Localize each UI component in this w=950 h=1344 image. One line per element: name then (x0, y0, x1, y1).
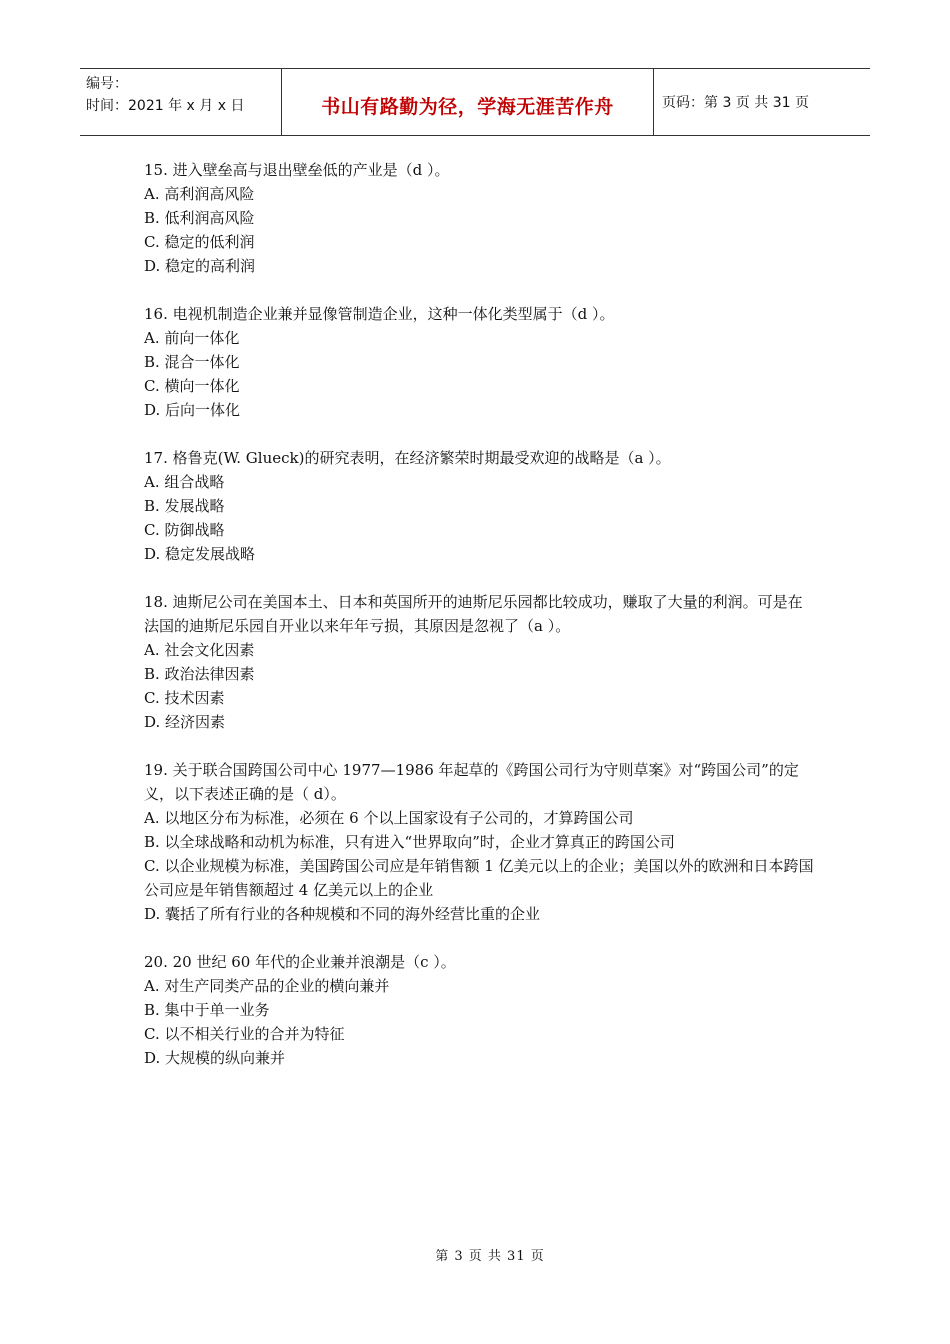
question-list (144, 158, 814, 1094)
question-16 (144, 302, 814, 422)
option-d: D. 稳定发展战略 (144, 545, 256, 563)
option-a: A. 前向一体化 (144, 329, 240, 347)
option-c: C. 技术因素 (144, 689, 225, 707)
question-text: 15. 进入壁垒高与退出壁垒低的产业是（d ）。 (144, 161, 450, 179)
option-b: B. 政治法律因素 (144, 665, 255, 683)
question-text: 17. 格鲁克(W. Glueck)的研究表明，在经济繁荣时期最受欢迎的战略是（a ）。 (144, 449, 671, 467)
question-19 (144, 758, 814, 926)
option-c: C. 以不相关行业的合并为特征 (144, 1025, 345, 1043)
option-b: B. 低利润高风险 (144, 209, 255, 227)
option-c: C. 稳定的低利润 (144, 233, 255, 251)
option-c: C. 以企业规模为标准，美国跨国公司应是年销售额 1 亿美元以上的企业；美国以外的欧洲和日本跨国公司应是年销售额超过 4 亿美元以上的企业 (144, 857, 814, 899)
page-header (80, 68, 870, 136)
question-text: 20. 20 世纪 60 年代的企业兼并浪潮是（c ）。 (144, 953, 456, 971)
option-b: B. 集中于单一业务 (144, 1001, 270, 1019)
question-17 (144, 446, 814, 566)
code-label: 编号： (86, 76, 128, 92)
question-15 (144, 158, 814, 278)
question-text: 19. 关于联合国跨国公司中心 1977—1986 年起草的《跨国公司行为守则草案》对“跨国公司”的定义，以下表述正确的是（ d）。 (144, 761, 799, 803)
option-b: B. 发展战略 (144, 497, 225, 515)
option-c: C. 防御战略 (144, 521, 225, 539)
option-d: D. 大规模的纵向兼并 (144, 1049, 286, 1067)
header-page-label: 页码：第 3 页 共 31 页 (662, 95, 809, 111)
option-a: A. 高利润高风险 (144, 185, 255, 203)
option-a: A. 以地区分布为标准，必须在 6 个以上国家设有子公司的，才算跨国公司 (144, 809, 634, 827)
header-motto: 书山有路勤为径，学海无涯苦作舟 (282, 69, 654, 135)
option-a: A. 社会文化因素 (144, 641, 255, 659)
date-label: 时间：2021 年 x 月 x 日 (86, 98, 245, 114)
page-footer: 第 3 页 共 31 页 (435, 1249, 545, 1264)
option-d: D. 经济因素 (144, 713, 226, 731)
option-c: C. 横向一体化 (144, 377, 240, 395)
option-d: D. 后向一体化 (144, 401, 241, 419)
header-meta-cell (80, 69, 282, 135)
question-18 (144, 590, 814, 734)
option-d: D. 囊括了所有行业的各种规模和不同的海外经营比重的企业 (144, 905, 541, 923)
question-text: 18. 迪斯尼公司在美国本土、日本和英国所开的迪斯尼乐园都比较成功，赚取了大量的利润。可是在法国的迪斯尼乐园自开业以来年年亏损，其原因是忽视了（a ）。 (144, 593, 803, 635)
question-text: 16. 电视机制造企业兼并显像管制造企业，这种一体化类型属于（d ）。 (144, 305, 615, 323)
question-20 (144, 950, 814, 1070)
option-d: D. 稳定的高利润 (144, 257, 256, 275)
option-b: B. 以全球战略和动机为标准，只有进入“世界取向”时，企业才算真正的跨国公司 (144, 833, 675, 851)
option-a: A. 组合战略 (144, 473, 225, 491)
option-b: B. 混合一体化 (144, 353, 240, 371)
option-a: A. 对生产同类产品的企业的横向兼并 (144, 977, 390, 995)
